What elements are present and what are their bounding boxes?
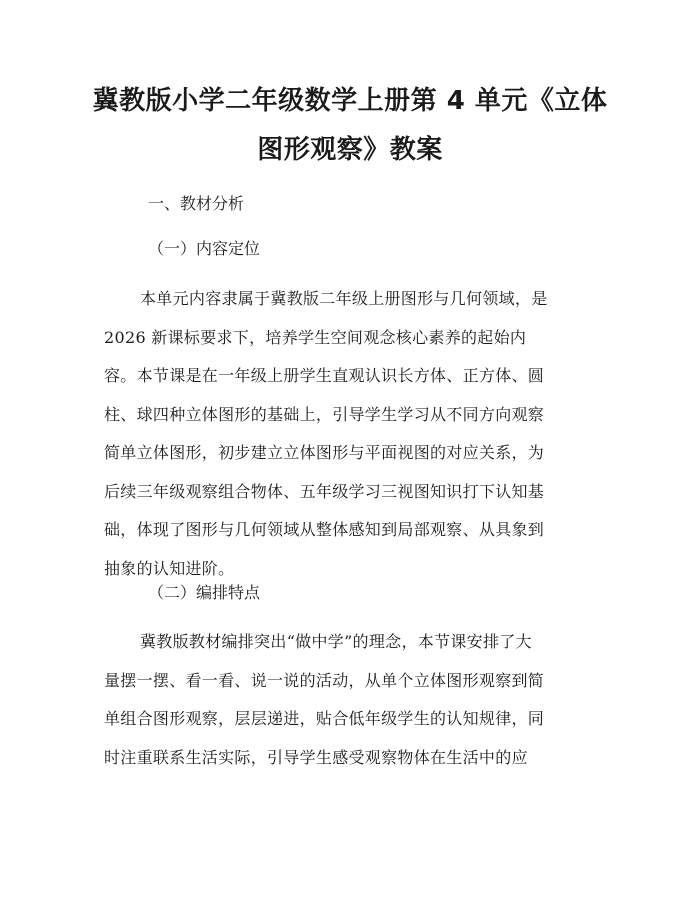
paragraph-line: 本单元内容隶属于冀教版二年级上册图形与几何领域，是	[140, 289, 548, 308]
paragraph-line: 2026 新课标要求下，培养学生空间观念核心素养的起始内	[104, 327, 527, 347]
document-title-line-2: 图形观察》教案	[257, 135, 443, 165]
section-heading-textbook-analysis: 一、教材分析	[148, 194, 245, 213]
paragraph-line: 时注重联系生活实际，引导学生感受观察物体在生活中的应	[104, 747, 528, 767]
paragraph-content-positioning	[104, 280, 598, 588]
subsection-heading-layout-features: （二）编排特点	[148, 583, 261, 602]
paragraph-line: 简单立体图形，初步建立立体图形与平面视图的对应关系，为	[104, 443, 545, 462]
subsection-heading-content-positioning: （一）内容定位	[148, 239, 261, 258]
paragraph-line: 后续三年级观察组合物体、五年级学习三视图知识打下认知基	[104, 481, 545, 501]
paragraph-line: 容。本节课是在一年级上册学生直观认识长方体、正方体、圆	[104, 366, 545, 385]
paragraph-line: 量摆一摆、看一看、说一说的活动，从单个立体图形观察到简	[104, 670, 545, 690]
paragraph-line: 抽象的认知进阶。	[104, 558, 235, 578]
paragraph-line: 础，体现了图形与几何领域从整体感知到局部观察、从具象到	[104, 520, 545, 539]
paragraph-line: 冀教版教材编排突出“做中学”的理念，本节课安排了大	[140, 632, 532, 651]
paragraph-line: 柱、球四种立体图形的基础上，引导学生学习从不同方向观察	[104, 404, 545, 424]
paragraph-layout-features	[104, 623, 598, 777]
paragraph-line: 单组合图形观察，层层递进，贴合低年级学生的认知规律，同	[104, 709, 545, 728]
document-title-line-1: 冀教版小学二年级数学上册第 4 单元《立体	[92, 86, 608, 116]
